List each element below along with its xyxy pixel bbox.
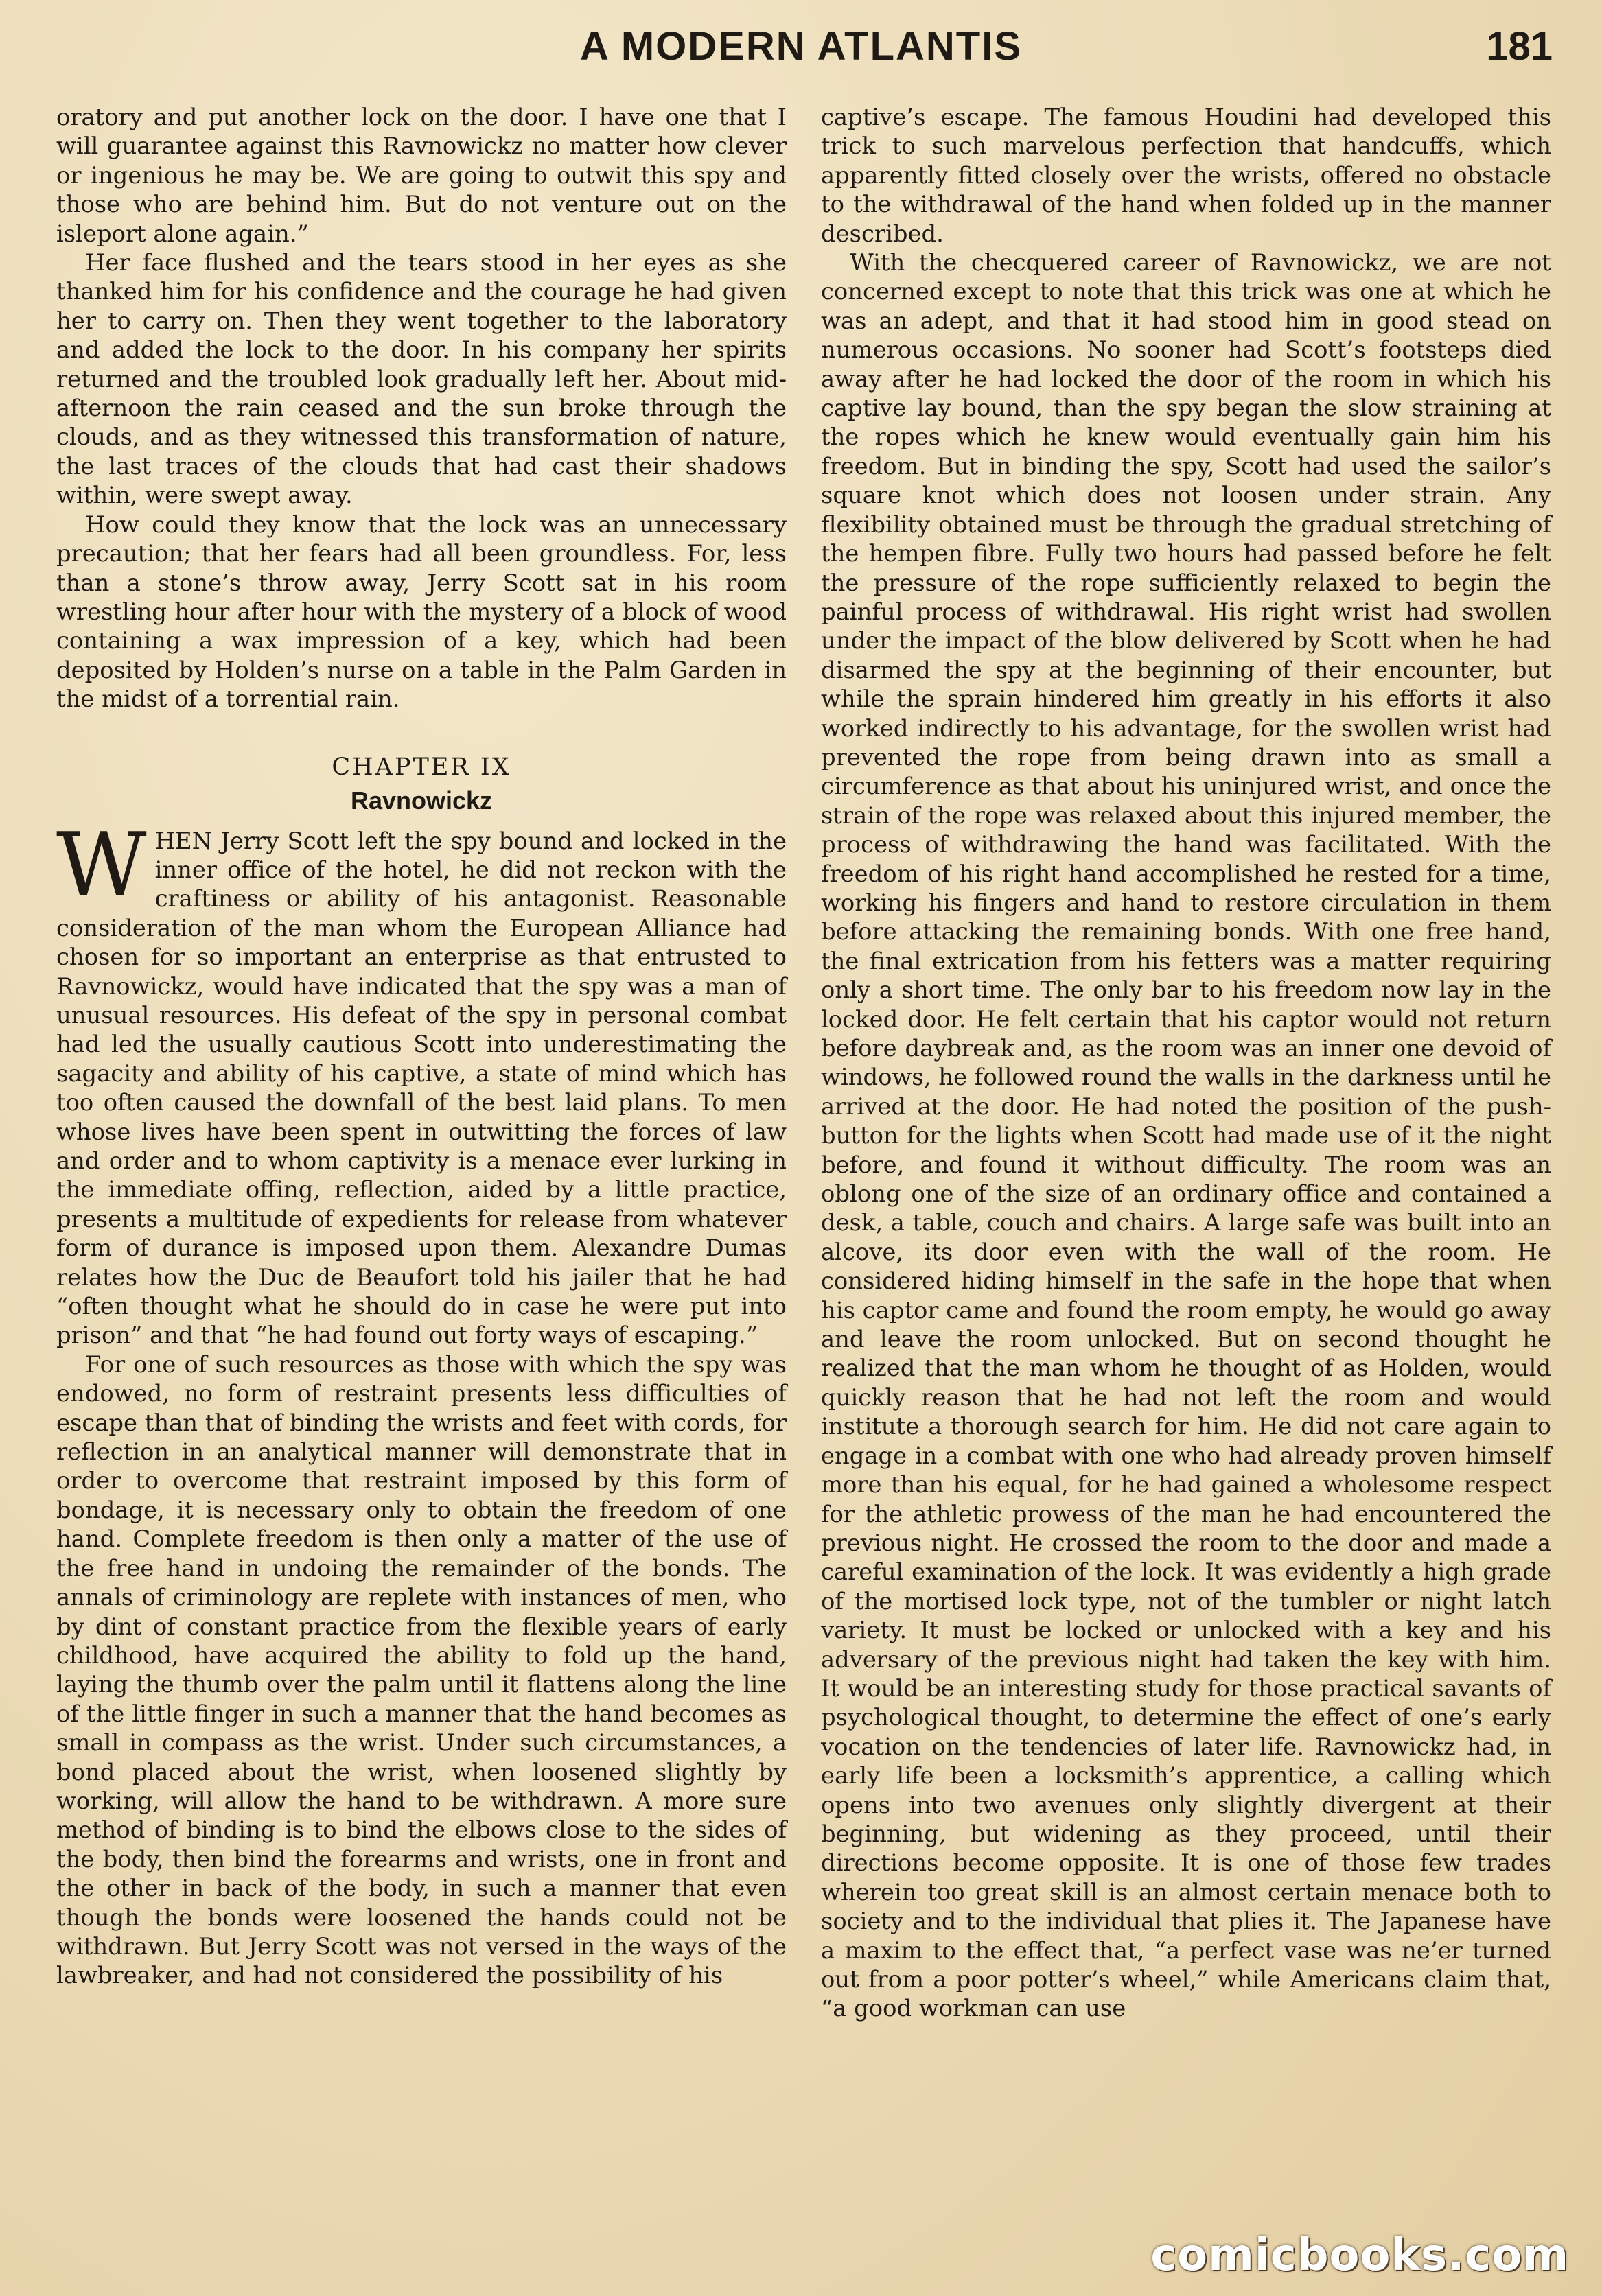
left-column [56,103,787,1991]
paragraph: How could they know that the lock was an unnecessary precaution; that her fears had all been groundless. For, less than a stone’s throw away, Jerry Scott sat in his room wrestling hour after hour with the mystery of a block of wood containing a wax impression of a key, which had been deposited by Holden’s nurse on a table in the Palm Garden in the midst of a torrential rain. [56,511,787,713]
paragraph: For one of such resources as those with which the spy was endowed, no form of restraint presents less difficulties of escape than that of binding the wrists and feet with cords, for reflection in an analytical manner will demonstrate that in order to overcome that restraint imposed by this form of bondage, it is necessary only to obtain the freedom of one hand. Complete freedom is then only a matter of the use of the free hand in undoing the remainder of the bonds. The annals of criminology are replete with instances of men, who by dint of constant practice from the flexible years of early childhood, have acquired the ability to fold up the hand, laying the thumb over the palm until it flattens along the line of the little finger in such a manner that the hand becomes as small in compass as the wrist. Under such circumstances, a bond placed about the wrist, when loosened slightly by working, will allow the hand to be withdrawn. A more sure method of binding is to bind the elbows close to the sides of the body, then bind the forearms and wrists, one in front and the other in back of the body, in such a manner that even though the bonds were loosened the hands could not be withdrawn. But Jerry Scott was not versed in the ways of the lawbreaker, and had not considered the possibility of his [56,1350,787,1989]
running-title: A MODERN ATLANTIS [579,24,1023,69]
drop-cap: W [56,814,147,917]
paragraph: Her face flushed and the tears stood in her eyes as she thanked him for his confidence and the courage he had given her to carry on. Then they went together to the laboratory and added the lock to the door. In his company her spirits returned and the troubled look gradually left her. About mid-afternoon the rain ceased and the sun broke through the clouds, and as they witnessed this transformation of nature, the last traces of the clouds that had cast their shadows within, were swept away. [56,249,787,509]
paragraph: oratory and put another lock on the door. I have one that I will guarantee against this Ravnowickz no matter how clever or ingenious he may be. We are going to outwit this spy and those who are behind him. But do not venture out on the isleport alone again.” [56,104,787,247]
chapter-title: CHAPTER IX [332,753,511,781]
right-column [821,103,1551,2024]
paragraph: With the checquered career of Ravnowickz, we are not concerned except to note that this trick was one at which he was an adept, and that it had stood him in good stead on numerous occasions. No sooner had Scott’s footsteps died away after he had locked the door of the room in which his captive lay bound, than the spy began the slow straining at the ropes which he knew would eventually gain him his freedom. But in binding the spy, Scott had used the sailor’s square knot which does not loosen under strain. Any flexibility obtained must be through the gradual stretching of the hempen fibre. Fully two hours had passed before he felt the pressure of the rope sufficiently relaxed to begin the painful process of withdrawal. His right wrist had swollen under the impact of the blow delivered by Scott when he had disarmed the spy at the beginning of their encounter, but while the sprain hindered him greatly in his efforts it also worked indirectly to his advantage, for the swollen wrist had prevented the rope from being drawn into as small a circumference as that about his uninjured wrist, and once the strain of the rope was relaxed about this injured member, the process of withdrawing the hand was facilitated. With the freedom of his right hand accomplished he rested for a time, working his fingers and hand to restore circulation in them before attacking the remaining bonds. With one free hand, the final extrication from his fetters was a matter requiring only a short time. The only bar to his freedom now lay in the locked door. He felt certain that his captor would not return before daybreak and, as the room was an inner one devoid of windows, he followed round the walls in the darkness until he arrived at the door. He had noted the position of the push-button for the lights when Scott had made use of it the night before, and found it without difficulty. The room was an oblong one of the size of an ordinary office and contained a desk, a table, couch and chairs. A large safe was built into an alcove, its door even with the wall of the room. He considered hiding himself in the safe in the hope that when his captor came and found the room empty, he would go away and leave the room unlocked. But on second thought he realized that the man whom he thought of as Holden, would quickly reason that he had not left the room and would institute a thorough search for him. He did not care again to engage in a combat with one who had already proven himself more than his equal, for he had gained a wholesome respect for the athletic prowess of the man he had encountered the previous night. He crossed the room to the door and made a careful examination of the lock. It was evidently a high grade of the mortised lock type, not of the tumbler or night latch variety. It must be locked or unlocked with a key and his adversary of the previous night had taken the key with him. It would be an interesting study for those practical savants of psychological thought, to determine the effect of one’s early vocation on the tendencies of later life. Ravnowickz had, in early life been a locksmith’s apprentice, a calling which opens into two avenues only slightly divergent at their beginning, but widening as they proceed, until their directions become opposite. It is one of those few trades wherein too great skill is an almost certain menace both to society and to the individual that plies it. The Japanese have a maxim to the effect that, “a perfect vase was ne’er turned out from a poor potter’s wheel,” while Americans claim that, “a good workman can use [821,249,1552,2022]
paragraph: captive’s escape. The famous Houdini had developed this trick to such marvelous perfection that handcuffs, which apparently fitted closely over the wrists, offered no obstacle to the withdrawal of the hand when folded up in the manner described. [821,104,1551,247]
page-header [0,15,1602,84]
paragraph-text: HEN Jerry Scott left the spy bound and locked in the inner office of the hotel, he did not reckon with the craftiness or ability of his antagonist. Reasonable consideration of the man whom the European Alliance had chosen for so important an enterprise as that entrusted to Ravnowickz, would have indicated that the spy was a man of unusual resources. His defeat of the spy in personal combat had led the usually cautious Scott into underestimating the sagacity and ability of his captive, a state of mind which has too often caused the downfall of the best laid plans. To men whose lives have been spent in outwitting the forces of law and order and to whom captivity is a menace ever lurking in the immediate offing, reflection, aided by a little practice, presents a multitude of expedients for release from whatever form of durance is imposed upon them. Alexandre Dumas relates how the Duc de Beaufort told his jailer that he had “often thought what he should do in case he were put into prison” and that “he had found out forty ways of escaping.” [56,827,787,1349]
chapter-opening-paragraph [56,814,787,1350]
site-watermark: comicbooks.com [1150,2230,1569,2281]
page-number: 181 [1486,24,1553,69]
chapter-subtitle: Ravnowickz [350,786,493,815]
